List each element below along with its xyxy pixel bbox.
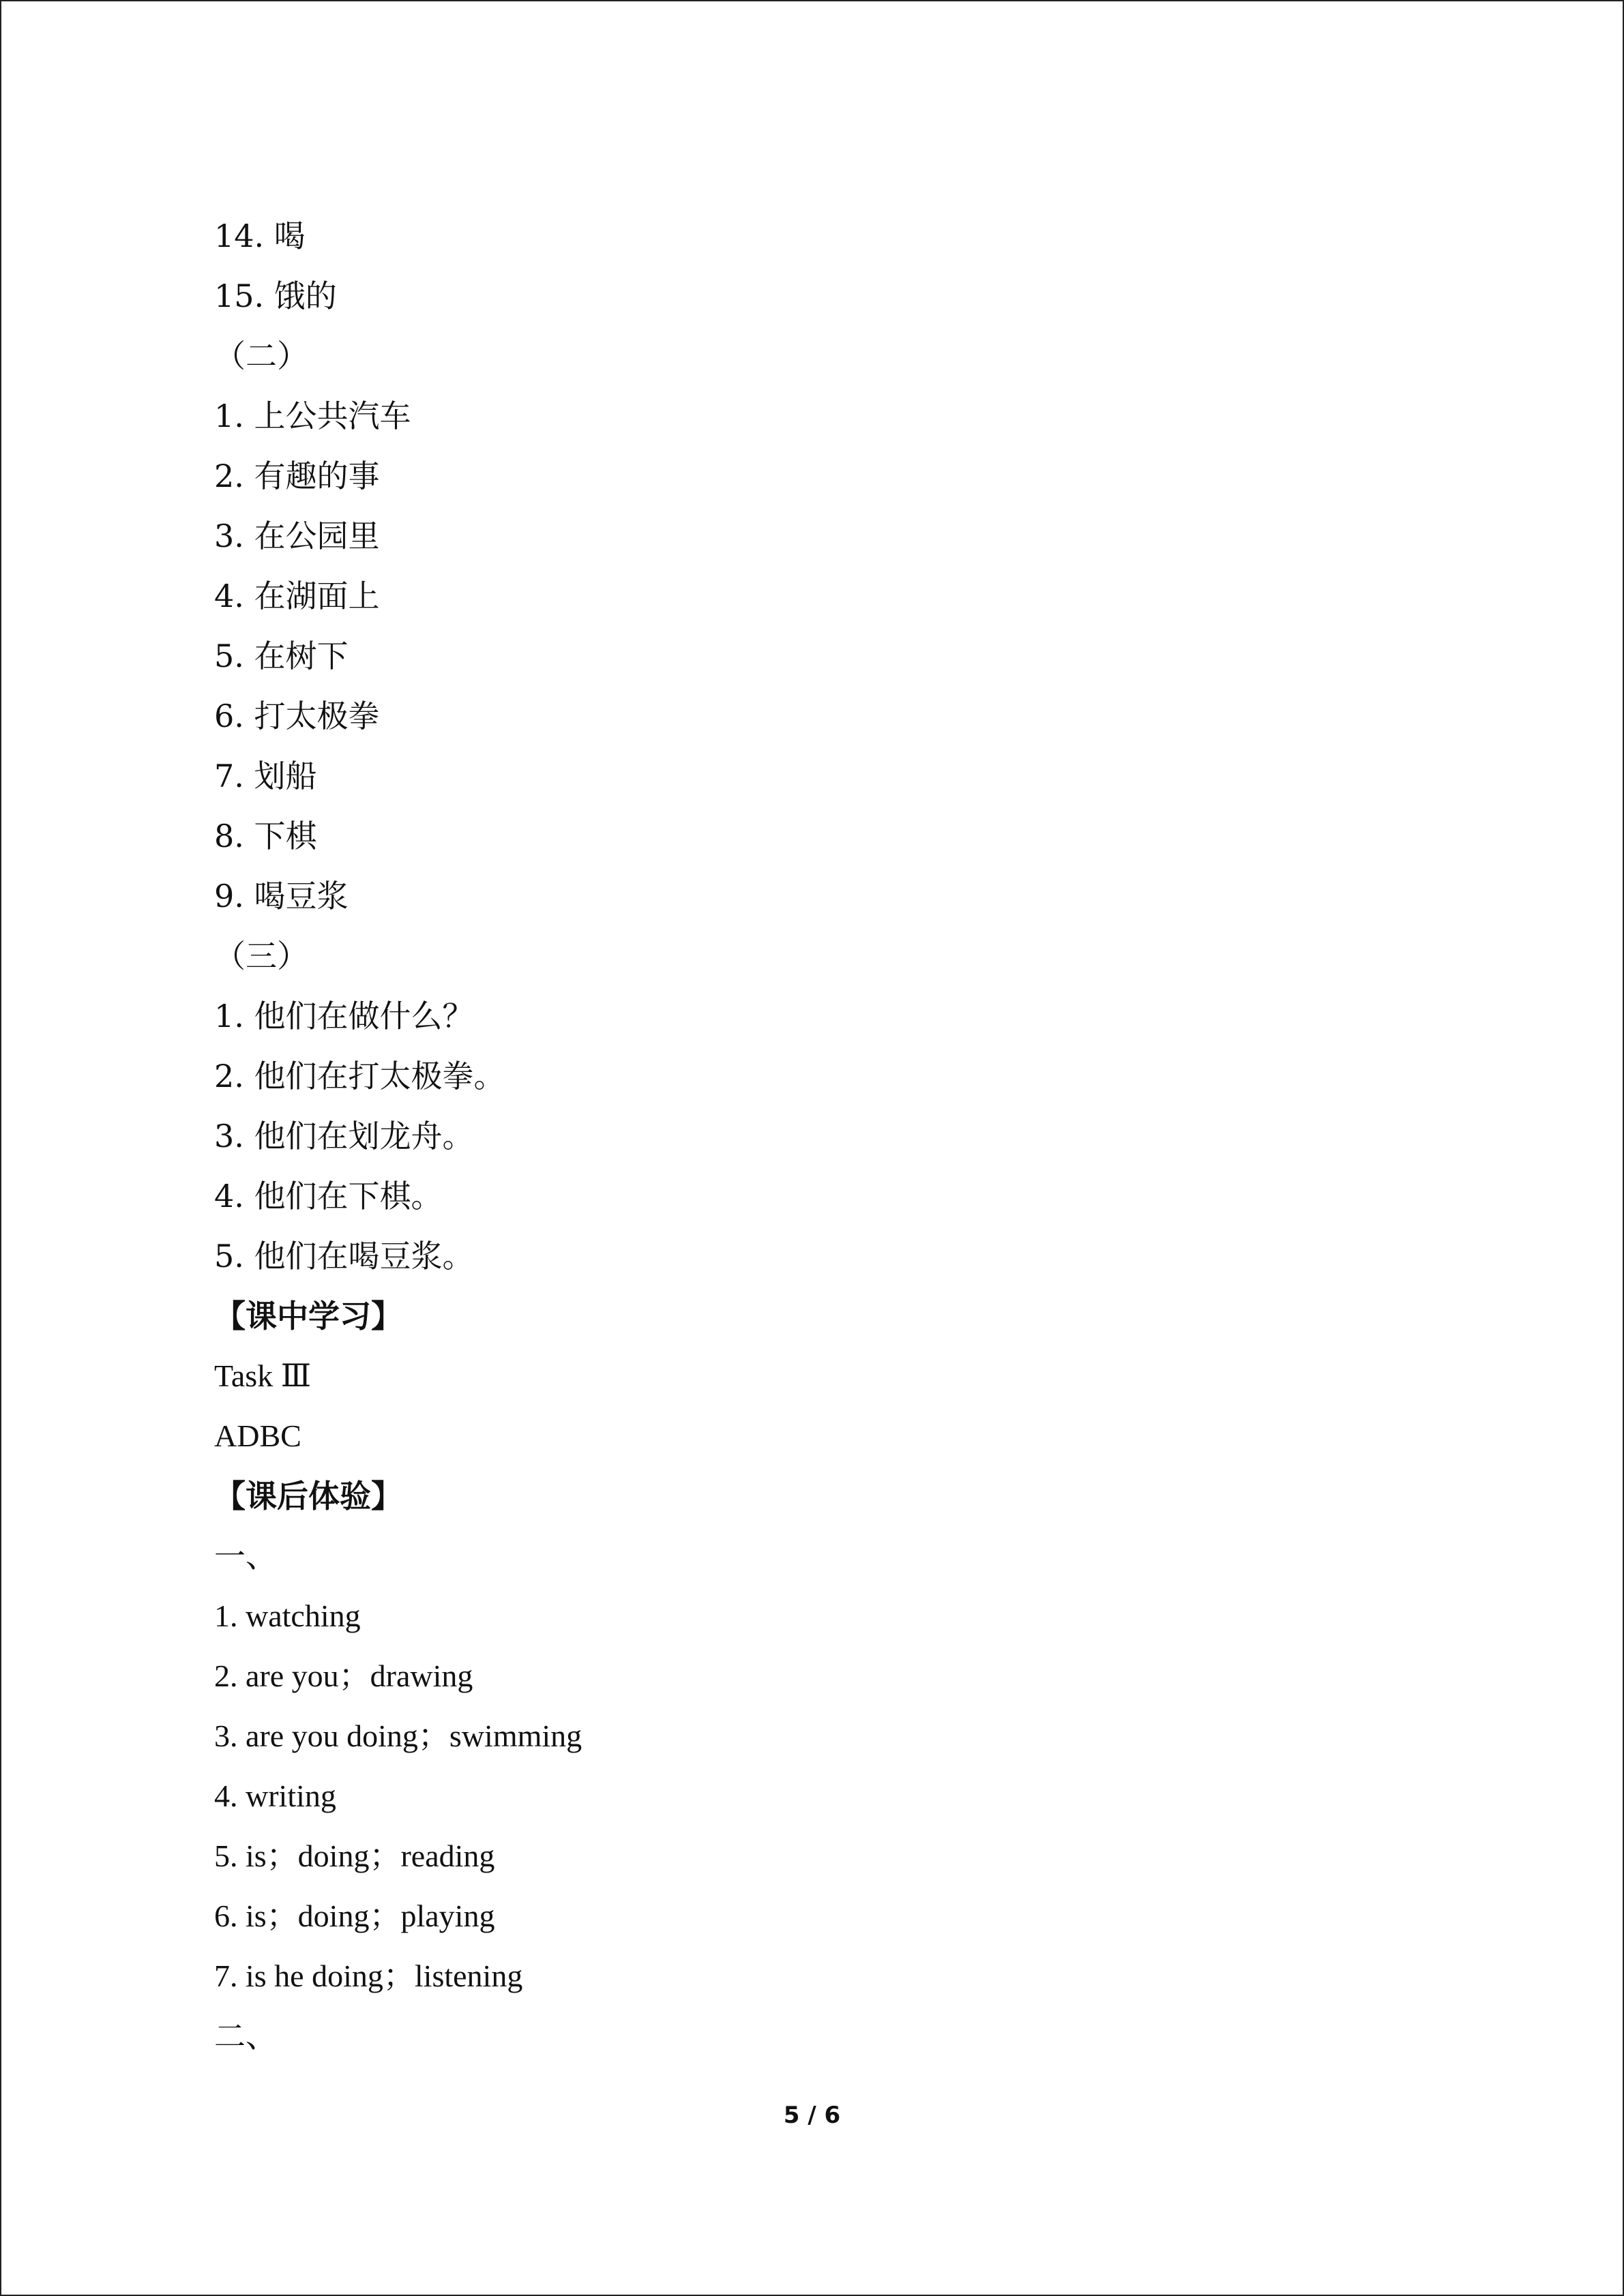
line-1: 14. 喝	[214, 218, 306, 254]
line-29: 6. is；doing；playing	[214, 1898, 495, 1933]
line-7: 4. 在湖面上	[214, 578, 380, 614]
line-13: （三）	[214, 938, 308, 974]
line-26: 3. are you doing；swimming	[214, 1718, 582, 1753]
line-17: 4. 他们在下棋。	[214, 1178, 443, 1214]
line-6: 3. 在公园里	[214, 518, 380, 554]
line-23: 一、	[214, 1538, 277, 1575]
line-3: （二）	[214, 338, 308, 374]
line-9: 6. 打太极拳	[214, 698, 380, 734]
line-20: Task Ⅲ	[214, 1358, 312, 1393]
line-21: ADBC	[214, 1418, 301, 1453]
section-heading-after-class: 【课后体验】	[214, 1478, 402, 1515]
line-27: 4. writing	[214, 1778, 336, 1813]
line-14: 1. 他们在做什么？	[214, 998, 474, 1034]
answer-list	[214, 206, 1442, 2066]
line-28: 5. is；doing；reading	[214, 1838, 495, 1873]
section-heading-in-class: 【课中学习】	[214, 1298, 402, 1335]
line-10: 7. 划船	[214, 758, 317, 794]
page-number: 5 / 6	[783, 2102, 841, 2129]
line-16: 3. 他们在划龙舟。	[214, 1118, 474, 1154]
line-4: 1. 上公共汽车	[214, 398, 411, 434]
line-15: 2. 他们在打太极拳。	[214, 1058, 505, 1094]
line-12: 9. 喝豆浆	[214, 878, 349, 914]
line-31: 二、	[214, 2018, 277, 2055]
line-30: 7. is he doing；listening	[214, 1958, 523, 1993]
line-18: 5. 他们在喝豆浆。	[214, 1238, 474, 1274]
line-2: 15. 饿的	[214, 278, 337, 314]
line-5: 2. 有趣的事	[214, 458, 380, 494]
line-24: 1. watching	[214, 1598, 361, 1633]
line-25: 2. are you；drawing	[214, 1658, 473, 1693]
line-11: 8. 下棋	[214, 818, 317, 854]
line-8: 5. 在树下	[214, 638, 349, 674]
